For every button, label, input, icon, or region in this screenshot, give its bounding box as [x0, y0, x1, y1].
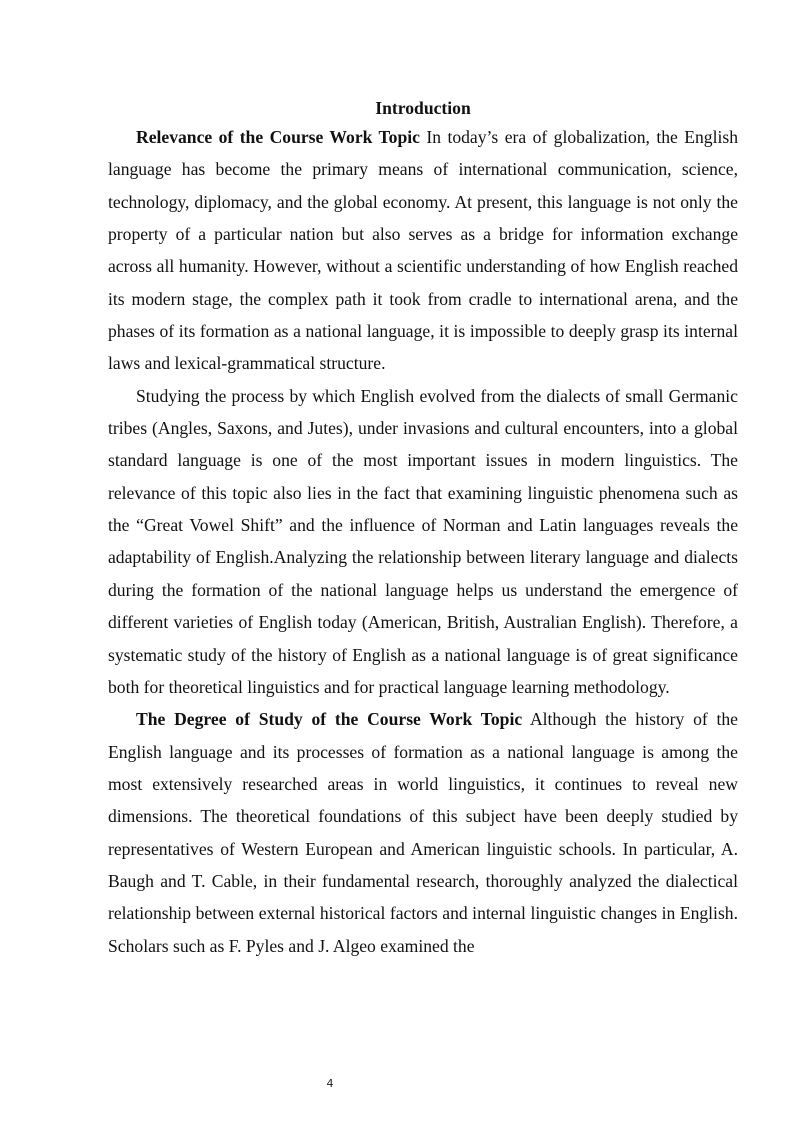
paragraph-body-relevance: In today’s era of globalization, the English language has become the primary means of international communication, science, technology, diplomacy, and the global economy. At present, this language is not only the property of a particular nation but also serves as a bridge for information exchange across all humanity. However, without a scientific understanding of how English reached its modern stage, the complex path it took from cradle to international arena, and the phases of its formation as a national language, it is impossible to deeply grasp its internal laws and lexical-grammatical structure. [108, 127, 739, 374]
page-number: 4 [326, 1077, 334, 1090]
paragraph-body-evolution: Studying the process by which English evolved from the dialects of small Germanic tribes (Angles, Saxons, and Jutes), under invasions and cultural encounters, into a global standard language is one of the most important issues in modern linguistics. The relevance of this topic also lies in the fact that examining linguistic phenomena such as the “Great Vowel Shift” and the influence of Norman and Latin languages reveals the adaptability of English.Analyzing the relationship between literary language and dialects during the formation of the national language helps us understand the emergence of different varieties of English today (American, British, Australian English). Therefore, a systematic study of the history of English as a national language is of great significance both for theoretical linguistics and for practical language learning methodology. [108, 385, 738, 697]
section-heading: Introduction [375, 98, 471, 118]
paragraph-lead-degree-of-study: The Degree of Study of the Course Work Topic [136, 709, 523, 730]
paragraph-degree-of-study [108, 703, 738, 962]
paragraph-relevance [108, 121, 738, 380]
paragraph-lead-relevance: Relevance of the Course Work Topic [136, 127, 420, 147]
paragraph-body-degree-of-study: Although the history of the English language and its processes of formation as a national language is among the most extensively researched areas in world linguistics, it continues to reveal new dimensions. The theoretical foundations of this subject have been deeply studied by representatives of Western European and American linguistic schools. In particular, A. Baugh and T. Cable, in their fundamental research, thoroughly analyzed the dialectical relationship between external historical factors and internal linguistic changes in English. Scholars such as F. Pyles and J. Algeo examined the [108, 709, 738, 956]
paragraph-evolution [108, 380, 738, 703]
